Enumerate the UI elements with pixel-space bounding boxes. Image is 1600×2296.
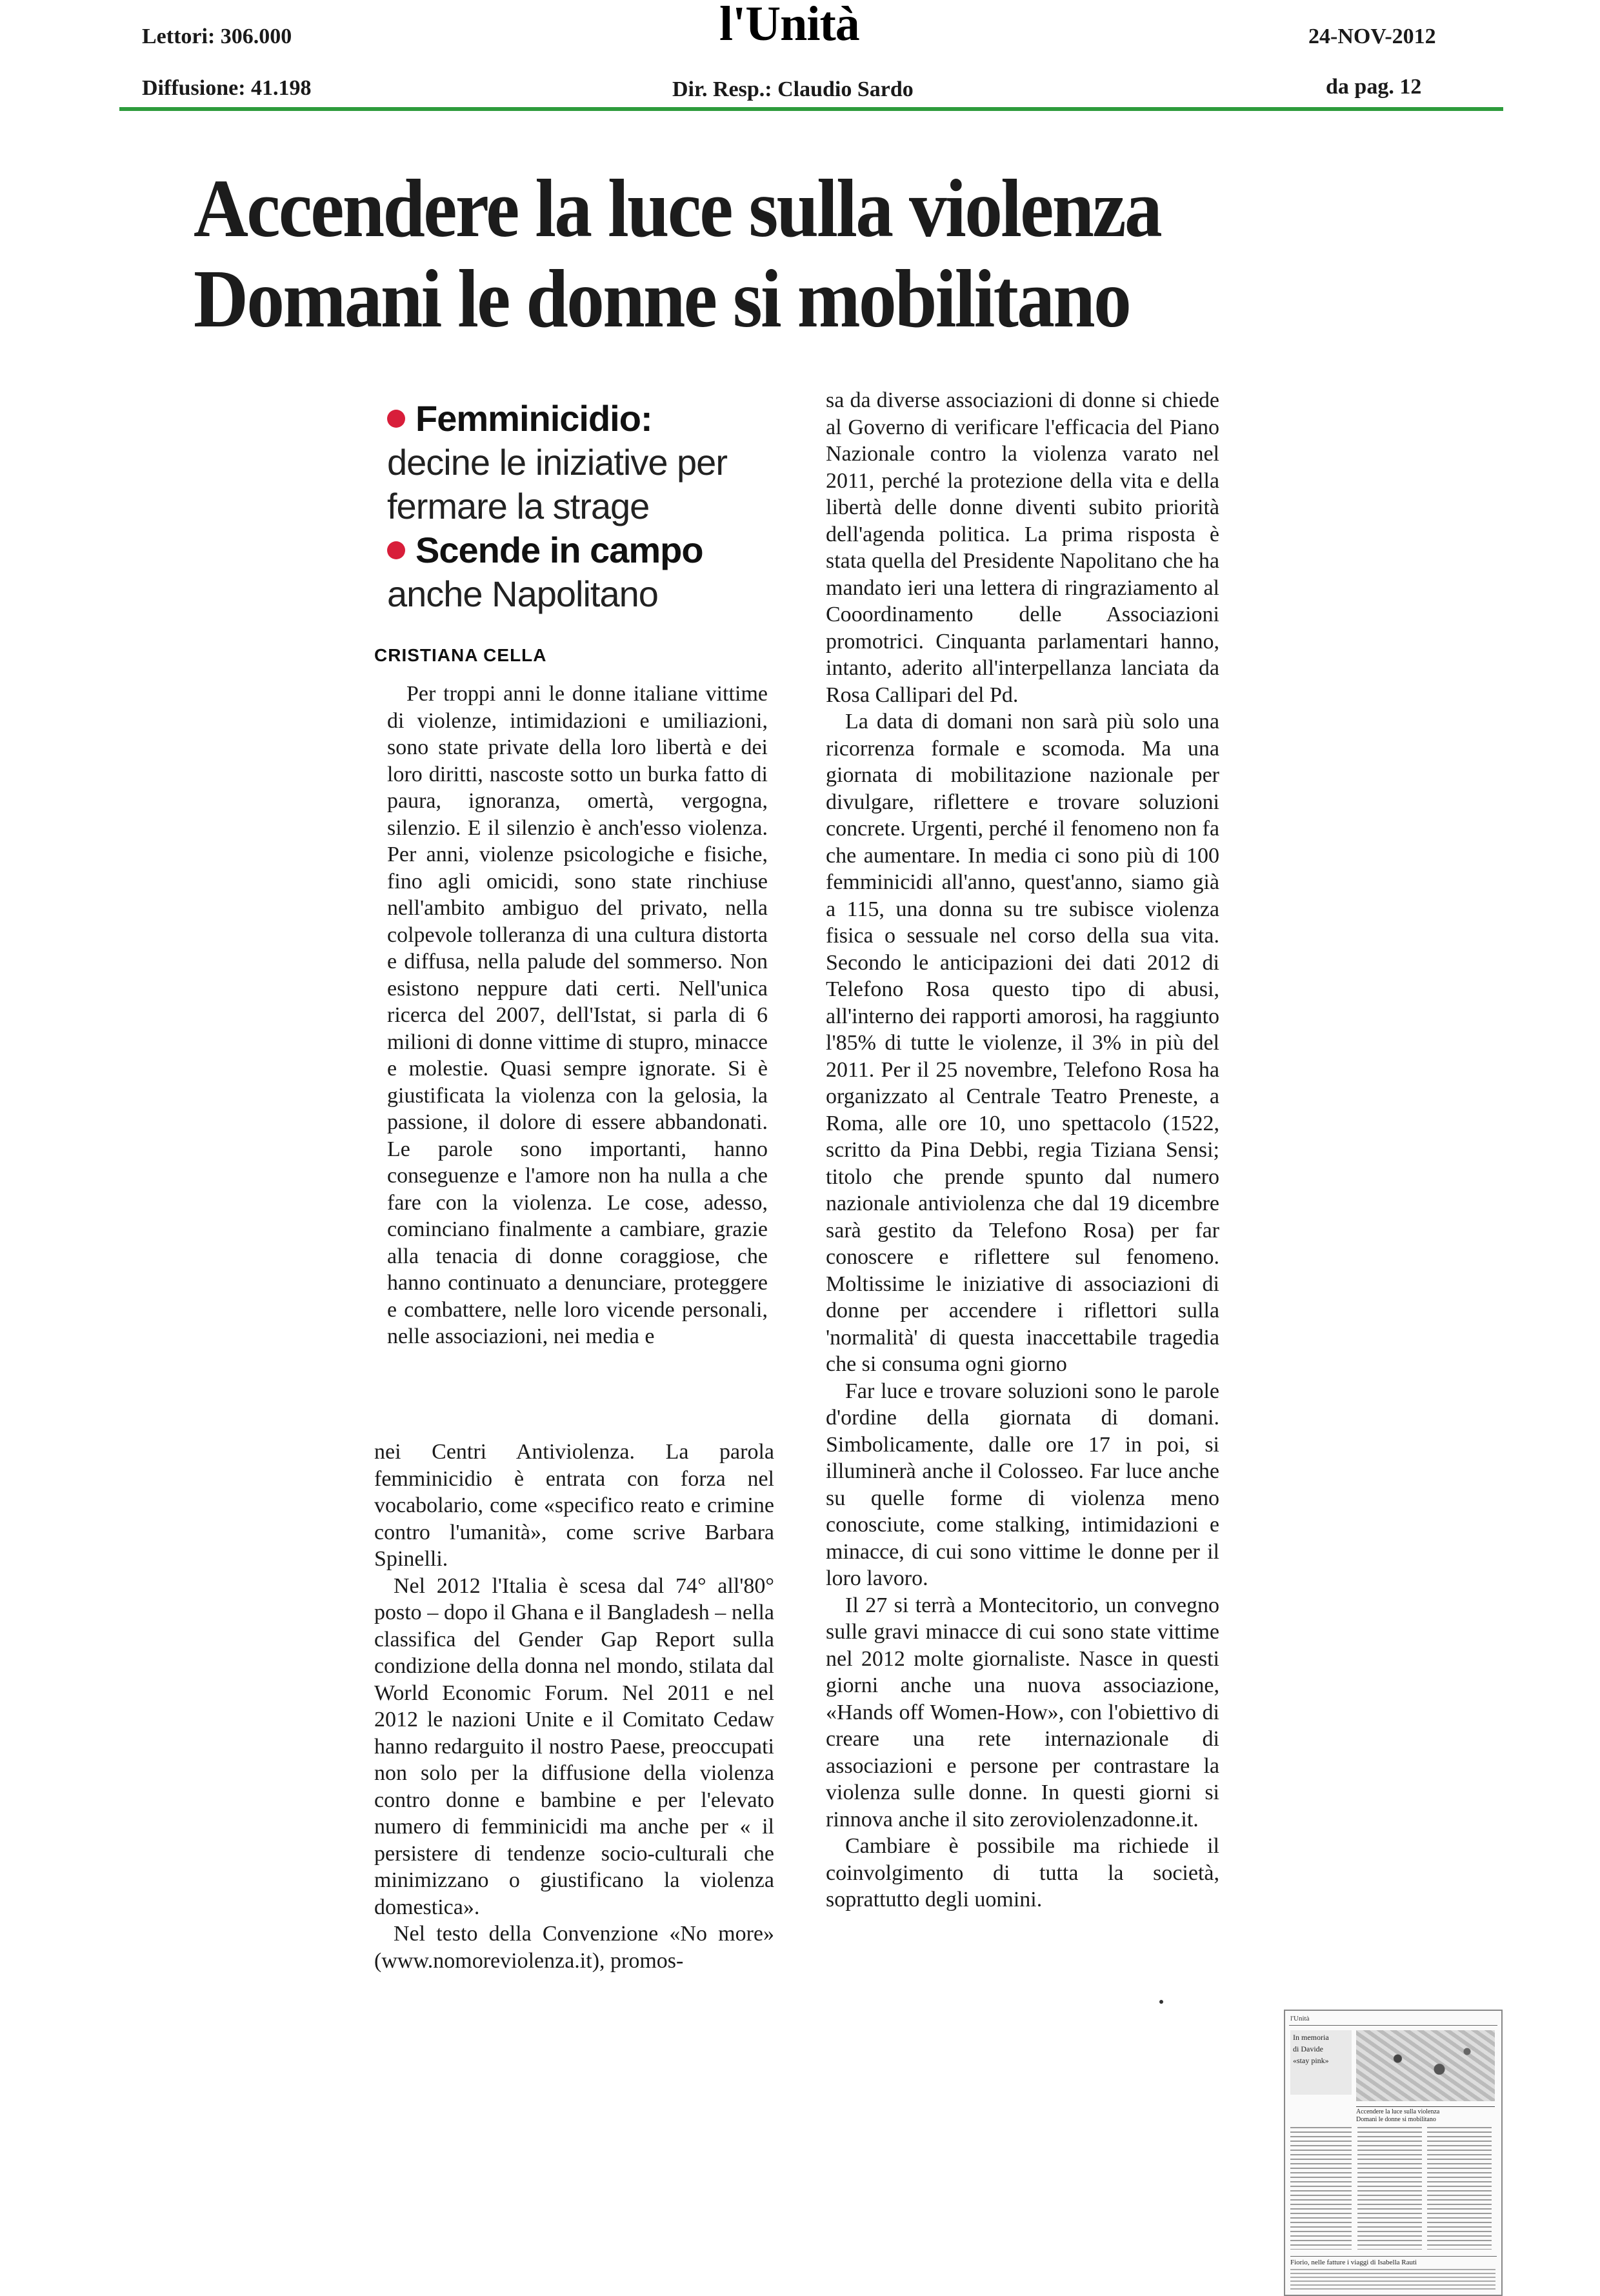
masthead-logo: l'Unità — [719, 0, 859, 51]
paragraph: Nel 2012 l'Italia è scesa dal 74° all'80° posto – dopo il Ghana e il Bangladesh – nella classifica del Gender Gap Report sulla condizione della donna nel mondo, stilata dal World Economic Forum. Nel 2011 e nel 2012 le nazioni Unite e il Comitato Cedaw hanno redarguito il nostro Paese, preoccupati non solo per la diffusione della violenza contro donne e bambine e per l'elevato numero di femminicidi ma anche per « il persistere di tendenze socio-culturali che minimizzano o giustificano la violenza domestica». — [374, 1573, 774, 1919]
deck-item-2-text: anche Napolitano — [387, 574, 658, 614]
thumbnail-photo — [1356, 2030, 1495, 2101]
thumbnail-text-column — [1290, 2127, 1352, 2250]
bullet-icon — [387, 541, 405, 559]
paragraph: Per troppi anni le donne italiane vittime di violenze, intimidazioni e umiliazioni, sono state private della loro libertà e dei loro diritti, nascoste sotto un burka fatto di paura, ignoranza, omertà, vergogna, silenzio. E il silenzio è anch'esso violenza. Per anni, violenze psicologiche e fisiche, fino agli omicidi, sono state rinchiuse nell'ambito ambiguo del privato, nella colpevole tolleranza di una cultura distorta e diffusa, nella palude del sommerso. Non esistono neppure dati certi. Nell'unica ricerca del 2007, dell'Istat, si parla di 6 milioni di donne vittime di stupro, minacce e molestie. Quasi sempre ignorate. Si è giustificata la violenza con la gelosia, la passione, il dolore di essere abbandonati. Le parole sono importanti, hanno conseguenze e l'amore non ha nulla a che fare con la violenza. Le cose, adesso, cominciano finalmente a cambiare, grazie alla tenacia di donne coraggiose, che hanno continuato a denunciare, proteggere e combattere, nelle loro vicende personali, nelle associazioni, nei media e — [387, 682, 768, 1348]
paragraph: La data di domani non sarà più solo una ricorrenza formale e scomoda. Ma una giornata di mobilitazione nazionale per divulgare, riflettere e trovare soluzioni concrete. Urgenti, perché il fenomeno non fa che aumentare. In media ci sono più di 100 femminicidi all'anno, quest'anno, siamo già a 115, una donna su tre subisce violenza fisica o sessuale nel corso della sua vita. Secondo le anticipazioni dei dati 2012 di Telefono Rosa questo tipo di abusi, all'interno dei rapporti amorosi, ha raggiunto l'85% di tutte le violenze, il 3% in più del 2011. Per il 25 novembre, Telefono Rosa ha organizzato al Centrale Teatro Preneste, a Roma, alle ore 10, uno spettacolo (1522, scritto da Pina Debbi, regia Tiziana Sensi; titolo che prende spunto dal numero nazionale antiviolenza che dal 19 dicembre sarà gestito da Telefono Rosa) per far conoscere e riflettere sul fenomeno. Moltissime le iniziative di associazioni di donne per accendere i riflettori sulla 'normalità' di questa inaccettabile tragedia che si consuma ogni giorno — [826, 710, 1219, 1376]
deck-item-1: Femminicidio: — [387, 397, 852, 441]
thumbnail-headline: Accendere la luce sulla violenza Domani le donne si mobilitano — [1356, 2106, 1495, 2124]
deck-item-2: Scende in campo — [387, 528, 852, 572]
paragraph: Far luce e trovare soluzioni sono le parole d'ordine della giornata di domani. Simbolicamente, dalle ore 17 in poi, si illuminerà anche il Colosseo. Far luce anche su quelle forme di violenza meno conosciute, come stalking, intimidazioni e minacce, di cui sono vittime le donne per il loro lavoro. — [826, 1379, 1219, 1590]
paragraph: Cambiare è possibile ma richiede il coinvolgimento di tutta la società, soprattutto degli uomini. — [826, 1834, 1219, 1912]
director-line: Dir. Resp.: Claudio Sardo — [672, 77, 914, 101]
thumbnail-text-column — [1357, 2127, 1422, 2250]
thumbnail-text-column — [1427, 2127, 1492, 2250]
deck-item-1-text-b: fermare la strage — [387, 486, 650, 526]
readers-count: Lettori: 306.000 — [142, 25, 292, 48]
headline-line-2: Domani le donne si mobilitano — [194, 253, 1130, 344]
byline: CRISTIANA CELLA — [374, 645, 547, 665]
page-thumbnail — [1284, 2010, 1503, 2296]
thumbnail-footer-headline: Fiorio, nelle fatture i viaggi di Isabella Rauti — [1290, 2256, 1497, 2266]
paragraph: nei Centri Antiviolenza. La parola femminicidio è entrata con forza nel vocabolario, come «specifico reato e crimine contro l'umanità», come scrive Barbara Spinelli. — [374, 1440, 774, 1571]
thumbnail-masthead: l'Unità — [1290, 2015, 1310, 2022]
thumbnail-rule — [1289, 2025, 1497, 2026]
thumbnail-footer-text — [1290, 2269, 1495, 2290]
bullet-icon — [387, 410, 405, 428]
paragraph: sa da diverse associazioni di donne si chiede al Governo di verificare l'efficacia del Piano Nazionale contro la violenza varato nel 2011, perché la protezione della vita e della libertà delle donne diventi subito priorità dell'agenda politica. La prima risposta è stata quella del Presidente Napolitano che ha mandato ieri una lettera di ringraziamento al Cooordinamento delle Associazioni promotrici. Cinquanta parlamentari hanno, intanto, aderito all'interpellanza lanciata da Rosa Callipari del Pd. — [826, 388, 1219, 707]
deck-item-1-text-a: decine le iniziative per — [387, 442, 727, 483]
paragraph: Il 27 si terrà a Montecitorio, un convegno sulle gravi minacce di cui sono state vittime nel 2012 molte giornaliste. Nasce in questi giorni anche una nuova associazione, «Hands off Women-How», con l'obiettivo di creare una rete internazionale di associazioni e persone per contrastare la violenza sulle donne. In questi giorni si rinnova anche il sito zeroviolenzadonne.it. — [826, 1593, 1219, 1832]
article-column-1 — [387, 681, 768, 1350]
page-reference: da pag. 12 — [1326, 75, 1422, 99]
article-column-1-continued — [374, 1439, 774, 1974]
publication-date: 24-NOV-2012 — [1308, 25, 1436, 48]
paragraph: Nel testo della Convenzione «No more» (www.nomoreviolenza.it), promos- — [374, 1922, 774, 1973]
article-column-2 — [826, 387, 1219, 1913]
scan-speck — [1159, 2000, 1163, 2004]
article-deck — [387, 397, 852, 616]
thumbnail-sidebar-box: In memoria di Davide «stay pink» — [1290, 2030, 1352, 2095]
circulation-count: Diffusione: 41.198 — [142, 76, 312, 100]
headline-line-1: Accendere la luce sulla violenza — [194, 163, 1161, 254]
header-divider — [119, 107, 1503, 111]
